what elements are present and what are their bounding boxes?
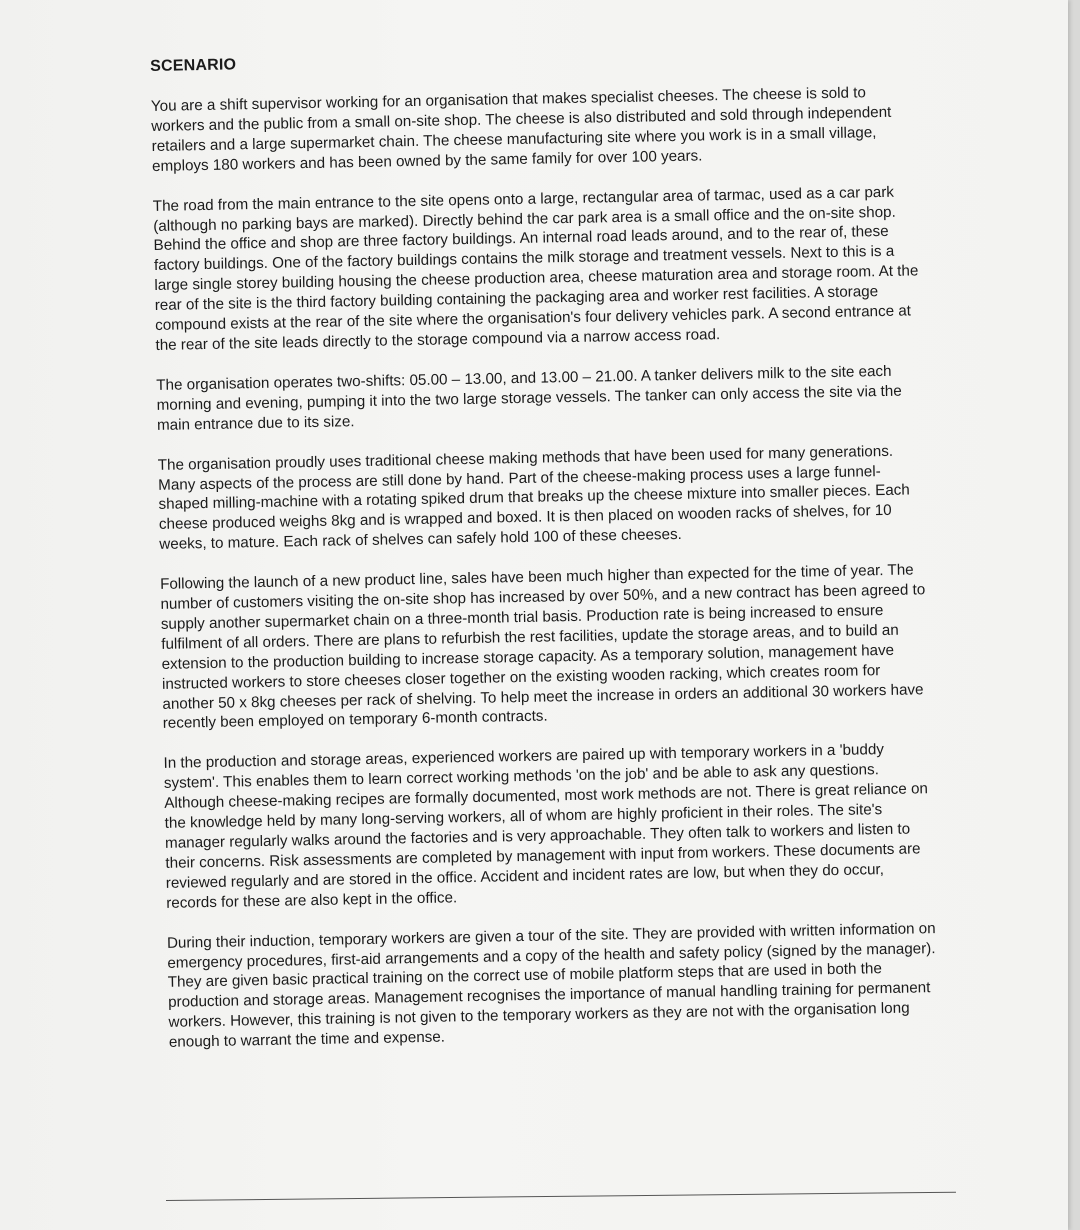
paragraph-shifts: The organisation operates two-shifts: 05.00 – 13.00, and 13.00 – 21.00. A tanker delivers milk to the site each morning and evening, pumping it into the two large storage vessels. The tanker can only access the site via the main entrance due to its size. — [156, 362, 902, 434]
paragraph-intro: You are a shift supervisor working for an organisation that makes specialist cheeses. The cheese is sold to workers and the public from a small on-site shop. The cheese is also distributed and sold through independent retailers and a large supermarket chain. The cheese manufacturing site where you work is in a small village, employs 180 workers and has been owned by the same family for over 100 years. — [150, 84, 892, 175]
paragraph-induction: During their induction, temporary workers are given a tour of the site. They are provided with written information on emergency procedures, first-aid arrangements and a copy of the health and safety policy (signed by the manager). They are given basic practical training on the correct use of mobile platform steps that are used in both the production and storage areas. Management recognises the importance of manual handling training for permanent workers. However, this training is not given to the temporary workers as they are not with the organisation long enough to warrant the time and expense. — [166, 919, 936, 1051]
page-title: SCENARIO — [150, 56, 237, 75]
paragraph-product-line: Following the launch of a new product line, sales have been much higher than expected for the time of year. The number of customers visiting the on-site shop has increased by over 50%, and a new contract has been agreed to supply another supermarket chain on a three-month trial basis. Production rate is being increased to ensure fulfilment of all orders. There are plans to refurbish the rest facilities, update the storage areas, and to build an extension to the production building to increase storage capacity. As a temporary solution, management have instructed workers to store cheeses closer together on the existing wooden racking, which creates room for another 50 x 8kg cheeses per rack of shelving. To help meet the increase in orders an additional 30 workers have recently been employed on temporary 6-month contracts. — [159, 561, 926, 733]
paragraph-site-layout: The road from the main entrance to the site opens onto a large, rectangular area of tarmac, used as a car park (although no parking bays are marked). Directly behind the car park area is a small office and the on-site shop. Behind the office and shop are three factory buildings. An internal road leads around, and to the rear of, these factory buildings. One of the factory buildings contains the milk storage and treatment vessels. Next to this is a large single storey building housing the cheese production area, cheese maturation area and storage room. At the rear of the site is the third factory building containing the packaging area and worker rest facilities. A storage compound exists at the rear of the site where the organisation's four delivery vehicles park. A second entrance at the rear of the site leads directly to the storage compound via a narrow access road. — [152, 183, 919, 354]
paragraph-process: The organisation proudly uses traditional cheese making methods that have been used for many generations. Many aspects of the process are still done by hand. Part of the cheese-making process uses a large funnel-shaped milling-machine with a rotating spiked drum that breaks up the cheese mixture into smaller pieces. Each cheese produced weighs 8kg and is wrapped and boxed. It is then placed on wooden racks of shelves, for 10 weeks, to mature. Each rack of shelves can safely hold 100 of these cheeses. — [157, 442, 910, 554]
document-body — [150, 43, 939, 1073]
bottom-divider — [166, 1192, 956, 1201]
paragraph-buddy-system: In the production and storage areas, experienced workers are paired up with temporary workers in a 'buddy system'. This enables them to learn correct working methods 'on the job' and be able to ask any questions. Although cheese-making recipes are formally documented, most work methods are not. There is great reliance on the knowledge held by many long-serving workers, all of whom are highly proficient in their roles. The site's manager regularly walks around the factories and is very approachable. They often talk to workers and listen to their concerns. Risk assessments are completed by management with input from workers. These documents are reviewed regularly and are stored in the office. Accident and incident rates are low, but when they do occur, records for these are also kept in the office. — [163, 741, 929, 912]
